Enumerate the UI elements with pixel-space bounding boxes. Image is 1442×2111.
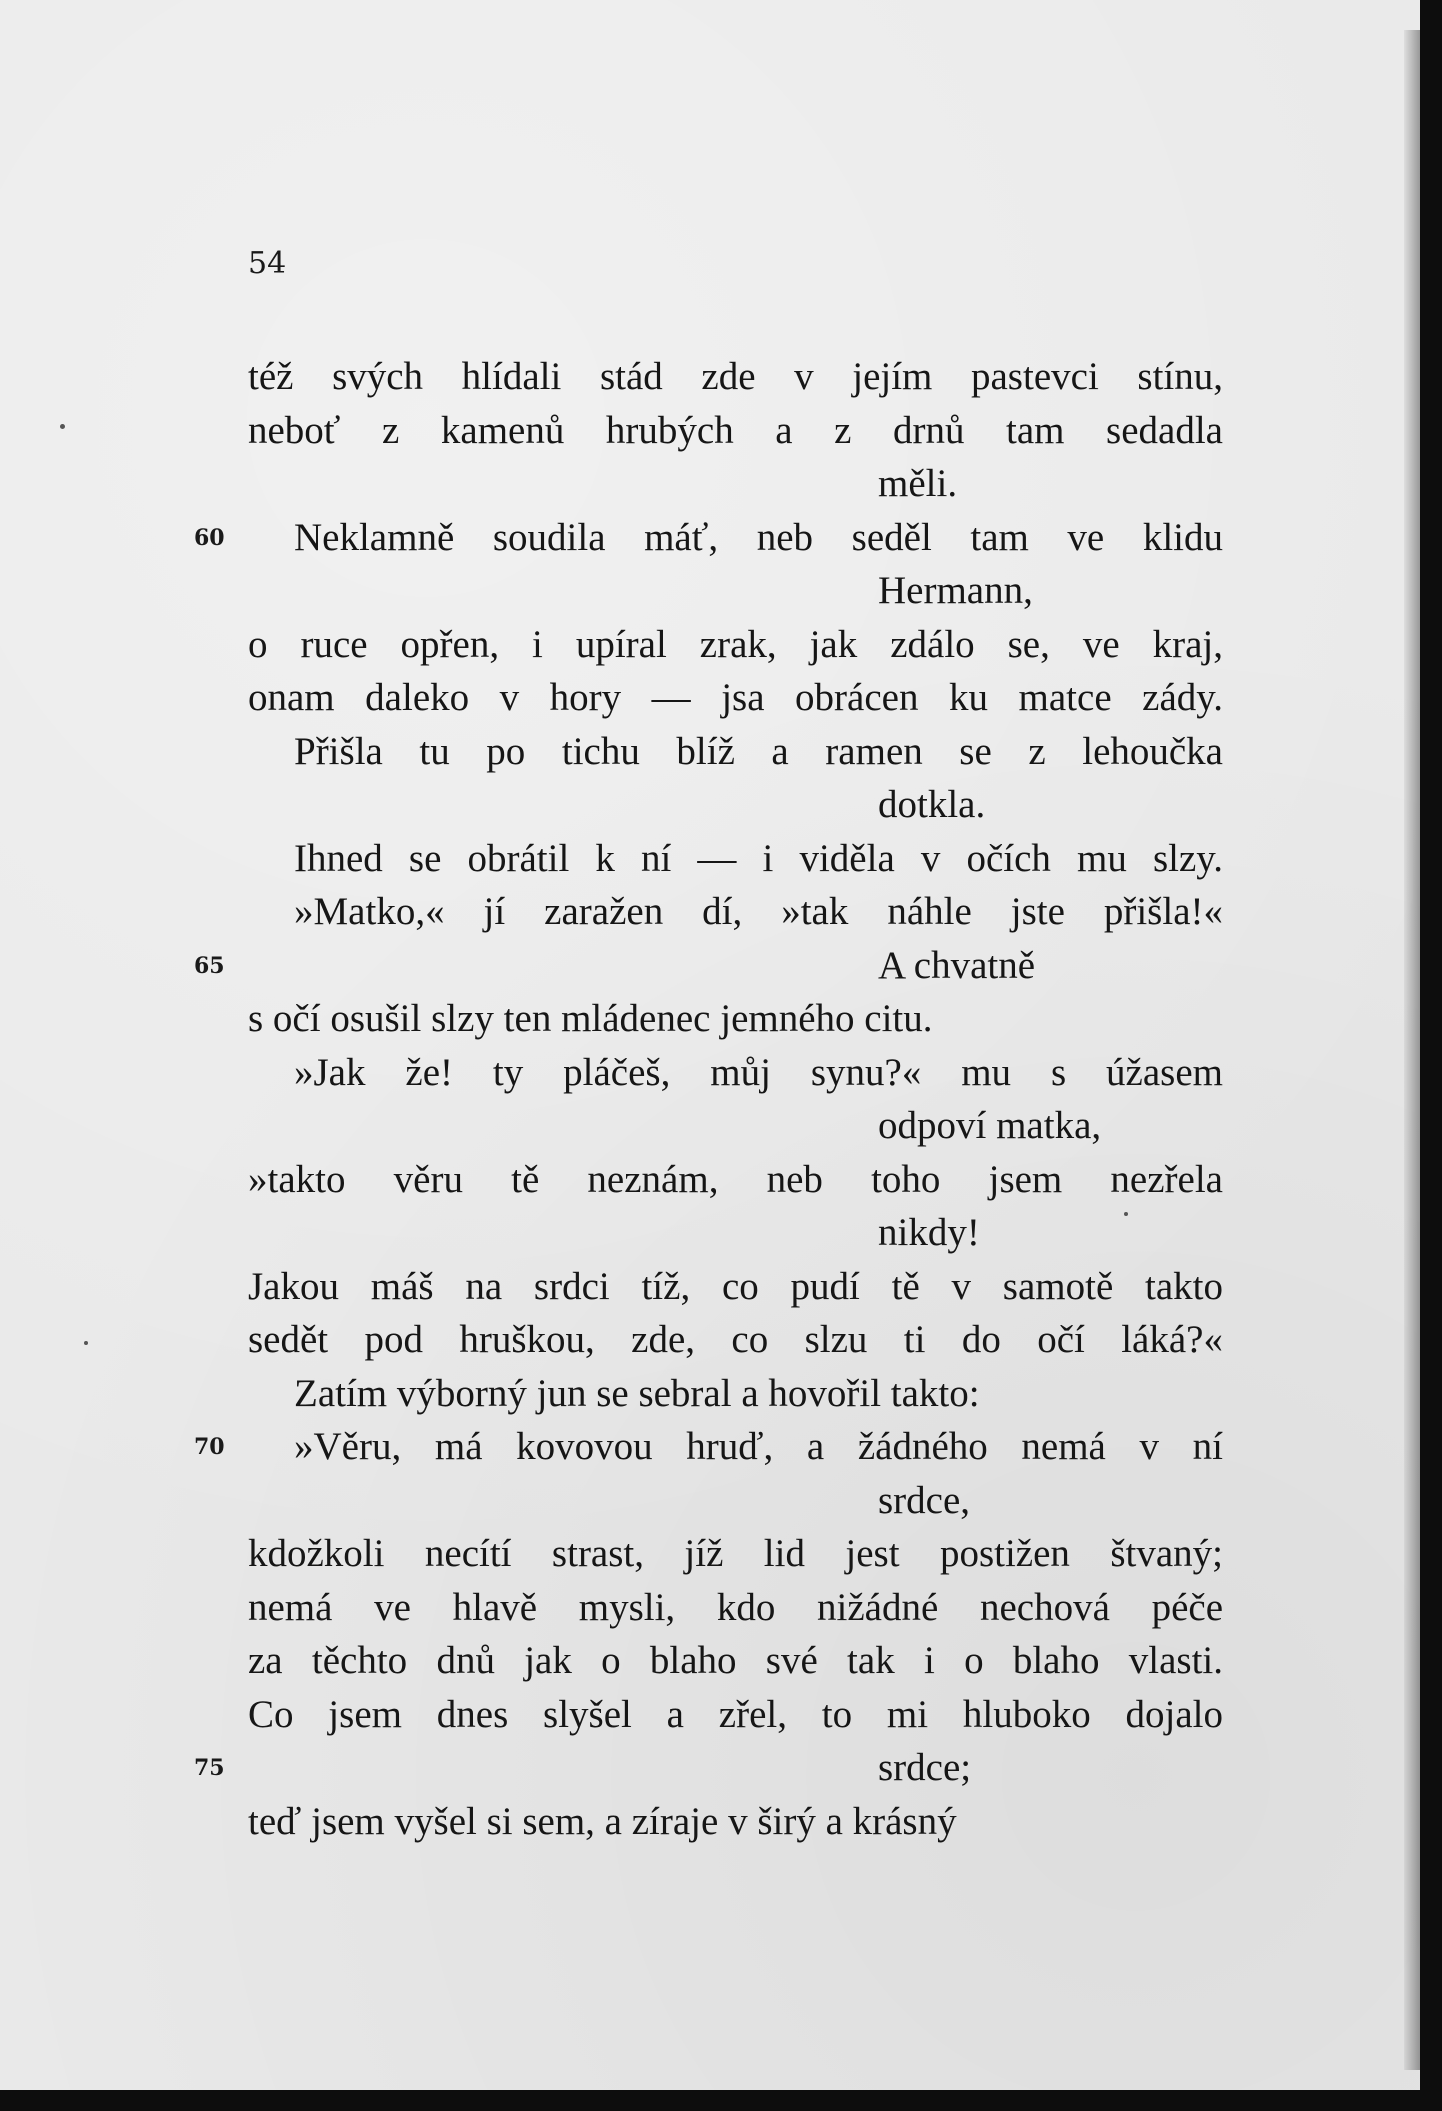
verse-line: teď jsem vyšel si sem, a zíraje v širý a krásný xyxy=(248,1799,957,1843)
line-number: 60 xyxy=(194,524,225,551)
line-number: 70 xyxy=(194,1434,225,1460)
verse-line: za těchto dnů jak o blaho své tak i o blaho vlasti. xyxy=(248,1639,1223,1682)
verse-line: neboť z kamenů hrubých a z drnů tam sedadla xyxy=(248,408,1223,452)
verse-line: srdce, xyxy=(878,1478,971,1522)
verse-line: nemá ve hlavě mysli, kdo nižádné nechová péče xyxy=(248,1585,1223,1629)
verse-line: Hermann, xyxy=(878,569,1033,612)
page-number: 54 xyxy=(248,246,287,281)
page-edge xyxy=(1404,30,1420,2070)
print-speck xyxy=(84,1341,88,1345)
verse-line: A chvatně xyxy=(878,943,1036,987)
verse-line: též svých hlídali stád zde v jejím pastevci stínu, xyxy=(248,355,1223,398)
verse-line: »takto věru tě neznám, neb toho jsem nezřela xyxy=(248,1157,1223,1201)
verse-line: nikdy! xyxy=(878,1211,980,1254)
verse-line: dotkla. xyxy=(878,783,986,826)
verse-line: Co jsem dnes slyšel a zřel, to mi hluboko dojalo xyxy=(248,1692,1223,1736)
verse-line: kdožkoli necítí strast, jíž lid jest postižen štvaný; xyxy=(248,1532,1223,1575)
verse-line: Přišla tu po tichu blíž a ramen se z lehoučka xyxy=(294,729,1223,773)
verse-line: sedět pod hruškou, zde, co slzu ti do očí láká?« xyxy=(248,1318,1223,1361)
verse-line: »Jak že! ty pláčeš, můj synu?« mu s úžasem xyxy=(294,1050,1223,1094)
verse-line: onam daleko v hory — jsa obrácen ku matce zády. xyxy=(248,676,1223,719)
verse-line: s očí osušil slzy ten mládenec jemného citu. xyxy=(248,997,933,1040)
verse-line: Zatím výborný jun se sebral a hovořil takto: xyxy=(294,1371,980,1415)
verse-line: odpoví matka, xyxy=(878,1104,1102,1147)
verse-line: o ruce opřen, i upíral zrak, jak zdálo se, ve kraj, xyxy=(248,622,1223,666)
print-speck xyxy=(1124,1212,1128,1216)
verse-line: »Matko,« jí zaražen dí, »tak náhle jste přišla!« xyxy=(294,890,1223,933)
verse-line: Ihned se obrátil k ní — i viděla v očích mu slzy. xyxy=(294,836,1223,880)
verse-line: Jakou máš na srdci tíž, co pudí tě v samotě takto xyxy=(248,1264,1223,1308)
verse-line: Neklamně soudila máť, neb seděl tam ve klidu xyxy=(294,515,1223,559)
verse-line: srdce; xyxy=(878,1746,972,1789)
verse-line: »Věru, má kovovou hruď, a žádného nemá v ní xyxy=(294,1425,1223,1468)
line-number: 75 xyxy=(194,1755,225,1781)
print-speck xyxy=(60,424,65,429)
verse-line: měli. xyxy=(878,462,958,505)
line-number: 65 xyxy=(194,952,225,979)
